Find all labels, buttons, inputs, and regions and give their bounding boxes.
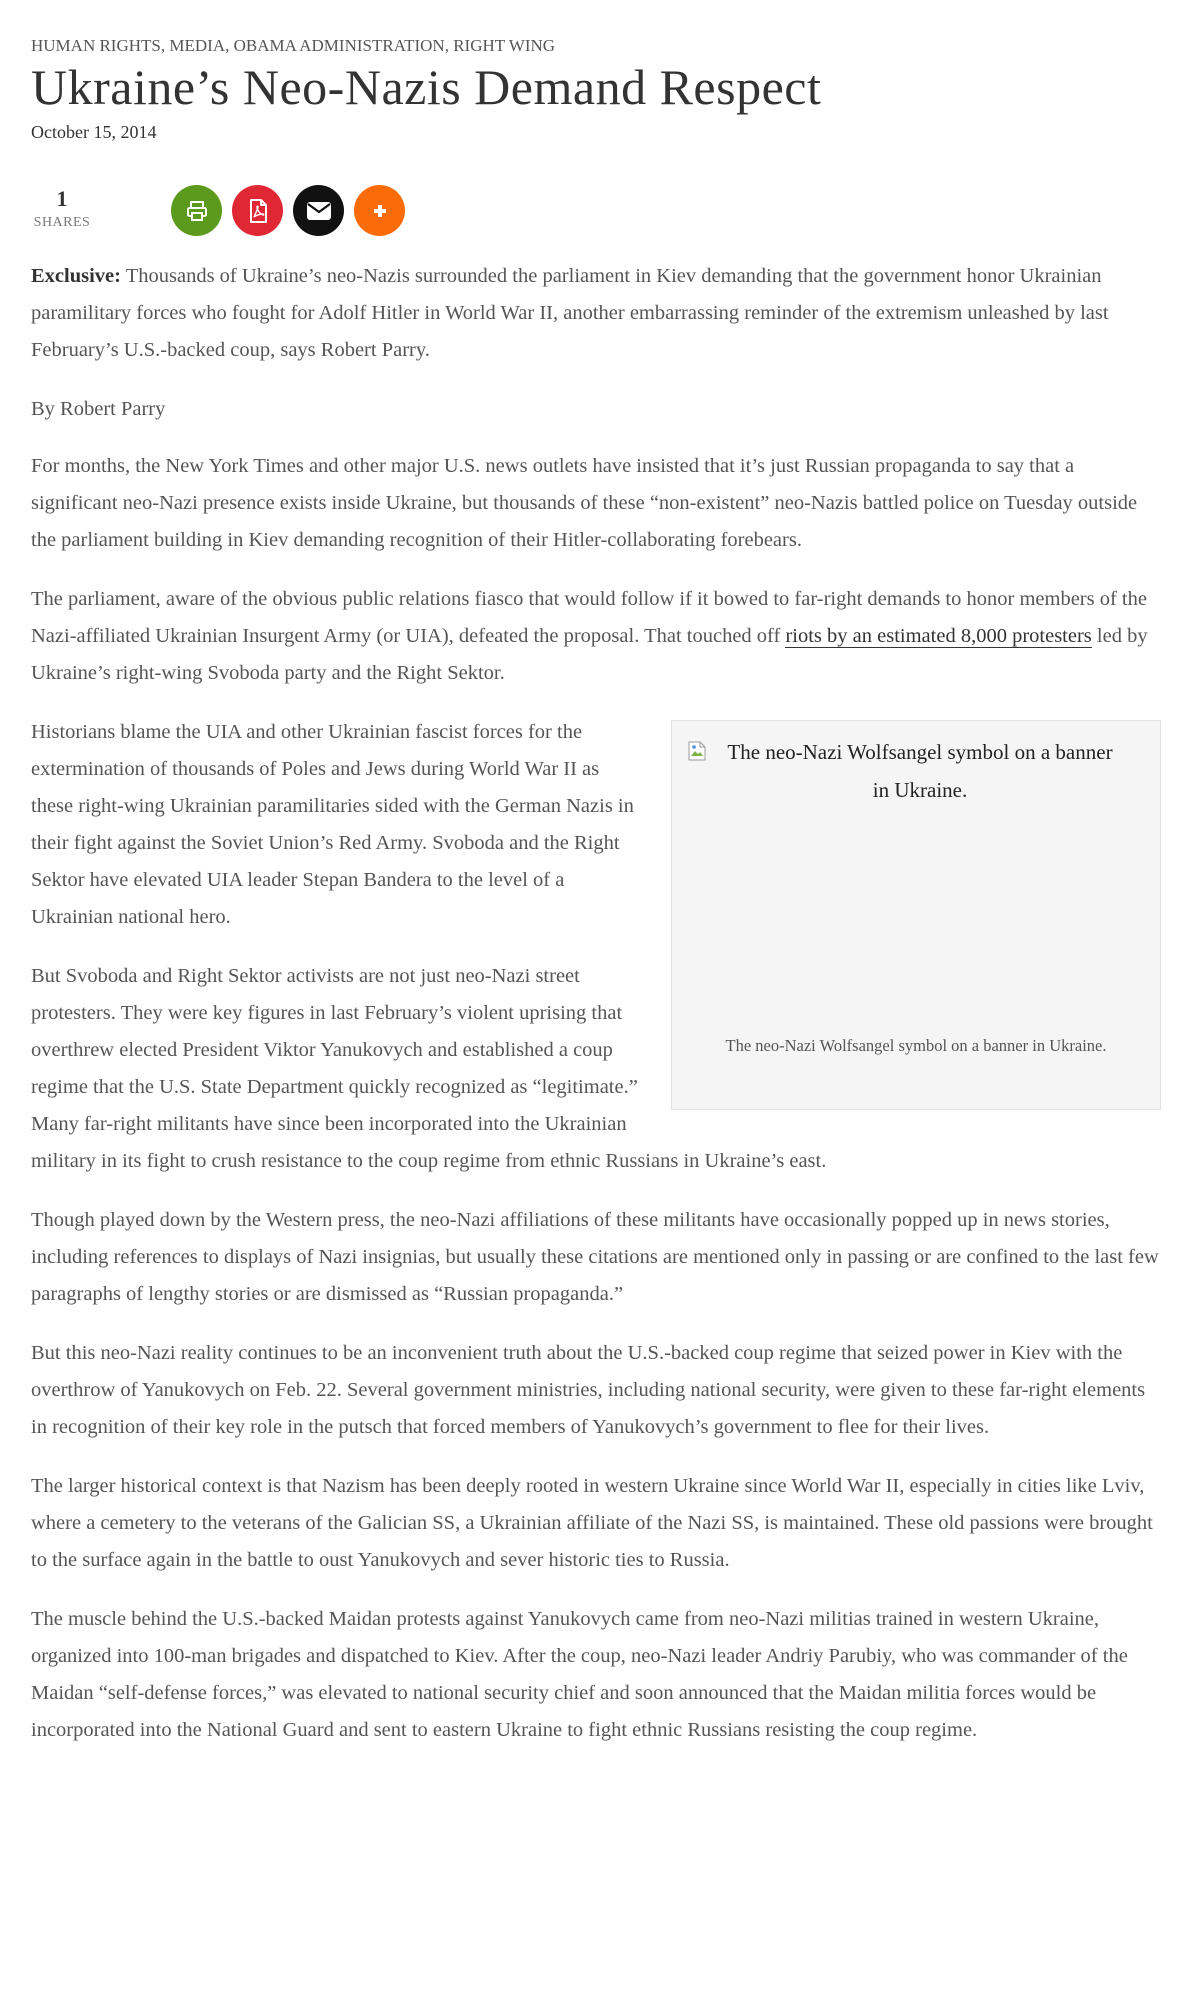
- share-counter: [31, 185, 93, 231]
- envelope-icon: [306, 201, 332, 221]
- lead-text: Thousands of Ukraine’s neo-Nazis surrounded the parliament in Kiev demanding that the government honor Ukrainian paramilitary forces who fought for Adolf Hitler in World War II, another embarrassing reminder of the extremism unleashed by last February’s U.S.-backed coup, says Robert Parry.: [31, 265, 1109, 361]
- article-title: Ukraine’s Neo-Nazis Demand Respect: [31, 59, 822, 115]
- paragraph-text: The parliament, aware of the obvious public relations fiasco that would follow if it bowed to far-right demands to honor members of the Nazi-affiliated Ukrainian Insurgent Army (or UIA), defeated the proposal. That touched off: [31, 588, 1147, 647]
- article-figure: [671, 720, 1161, 1110]
- figure-image: [688, 733, 1144, 1023]
- pdf-icon: [246, 198, 270, 224]
- category-link-human-rights[interactable]: HUMAN RIGHTS: [31, 36, 161, 55]
- category-separator: ,: [444, 36, 454, 55]
- email-button[interactable]: [293, 185, 344, 236]
- article-body: [31, 258, 1161, 1771]
- paragraph: Though played down by the Western press, the neo-Nazi affiliations of these militants have occasionally popped up in news stories, including references to displays of Nazi insignias, but usually these citations are mentioned only in passing or are confined to the last few paragraphs of lengthy stories or are dismissed as “Russian propaganda.”: [31, 1209, 1159, 1305]
- article-lead: [31, 258, 1161, 369]
- paragraph: But Svoboda and Right Sektor activists are not just neo-Nazi street protesters. They were key figures in last February’s violent uprising that overthrew elected President Viktor Yanukovych and established a coup regime that the U.S. State Department quickly recognized as “legitimate.” Many far-right militants have since been incorporated into the Ukrainian military in its fight to crush resistance to the coup regime from ethnic Russians in Ukraine’s east.: [31, 965, 827, 1172]
- riots-article-link[interactable]: riots by an estimated 8,000 protesters: [785, 625, 1092, 647]
- paragraph: For months, the New York Times and other major U.S. news outlets have insisted that it’s just Russian propaganda to say that a significant neo-Nazi presence exists inside Ukraine, but thousands of these “non-existent” neo-Nazis battled police on Tuesday outside the parliament building in Kiev demanding recognition of their Hitler-collaborating forebears.: [31, 455, 1138, 551]
- broken-image-icon: [688, 741, 706, 761]
- category-link-obama-administration[interactable]: OBAMA ADMINISTRATION: [233, 36, 445, 55]
- paragraph: Historians blame the UIA and other Ukrainian fascist forces for the extermination of thousands of Poles and Jews during World War II as these right-wing Ukrainian paramilitaries sided with the German Nazis in their fight against the Soviet Union’s Red Army. Svoboda and the Right Sektor have elevated UIA leader Stepan Bandera to the level of a Ukrainian national hero.: [31, 721, 634, 928]
- byline: By Robert Parry: [31, 398, 166, 420]
- figure-caption: The neo-Nazi Wolfsangel symbol on a banner in Ukraine.: [725, 1036, 1107, 1055]
- pdf-button[interactable]: [232, 185, 283, 236]
- category-list: [31, 36, 555, 56]
- paragraph-text: led by Ukraine’s right-wing Svoboda party and the Right Sektor.: [31, 625, 1148, 684]
- lead-label: Exclusive:: [31, 265, 121, 287]
- paragraph: But this neo-Nazi reality continues to be an inconvenient truth about the U.S.-backed coup regime that seized power in Kiev with the overthrow of Yanukovych on Feb. 22. Several government ministries, including national security, were given to these far-right elements in recognition of their key role in the putsch that forced members of Yanukovych’s government to flee for their lives.: [31, 1342, 1146, 1438]
- share-bar: [31, 185, 431, 241]
- share-count-number: 1: [56, 186, 68, 211]
- publish-date: October 15, 2014: [31, 122, 157, 142]
- print-button[interactable]: [171, 185, 222, 236]
- figure-alt-text: The neo-Nazi Wolfsangel symbol on a banner in Ukraine.: [727, 740, 1113, 802]
- category-link-right-wing[interactable]: RIGHT WING: [453, 36, 556, 55]
- paragraph: The muscle behind the U.S.-backed Maidan protests against Yanukovych came from neo-Nazi militias trained in western Ukraine, organized into 100-man brigades and dispatched to Kiev. After the coup, neo-Nazi leader Andriy Parubiy, who was commander of the Maidan “self-defense forces,” was elevated to national security chief and soon announced that the Maidan militia forces would be incorporated into the National Guard and sent to eastern Ukraine to fight ethnic Russians resisting the coup regime.: [31, 1608, 1128, 1741]
- category-link-media[interactable]: MEDIA: [169, 36, 226, 55]
- plus-icon: [373, 204, 387, 218]
- printer-icon: [185, 199, 209, 223]
- paragraph: [31, 581, 1161, 692]
- category-separator: ,: [225, 36, 234, 55]
- category-separator: ,: [160, 36, 170, 55]
- share-count-label: SHARES: [33, 215, 91, 230]
- more-share-button[interactable]: [354, 185, 405, 236]
- paragraph: The larger historical context is that Nazism has been deeply rooted in western Ukraine since World War II, especially in cities like Lviv, where a cemetery to the veterans of the Galician SS, a Ukrainian affiliate of the Nazi SS, is maintained. These old passions were brought to the surface again in the battle to oust Yanukovych and sever historic ties to Russia.: [31, 1475, 1153, 1571]
